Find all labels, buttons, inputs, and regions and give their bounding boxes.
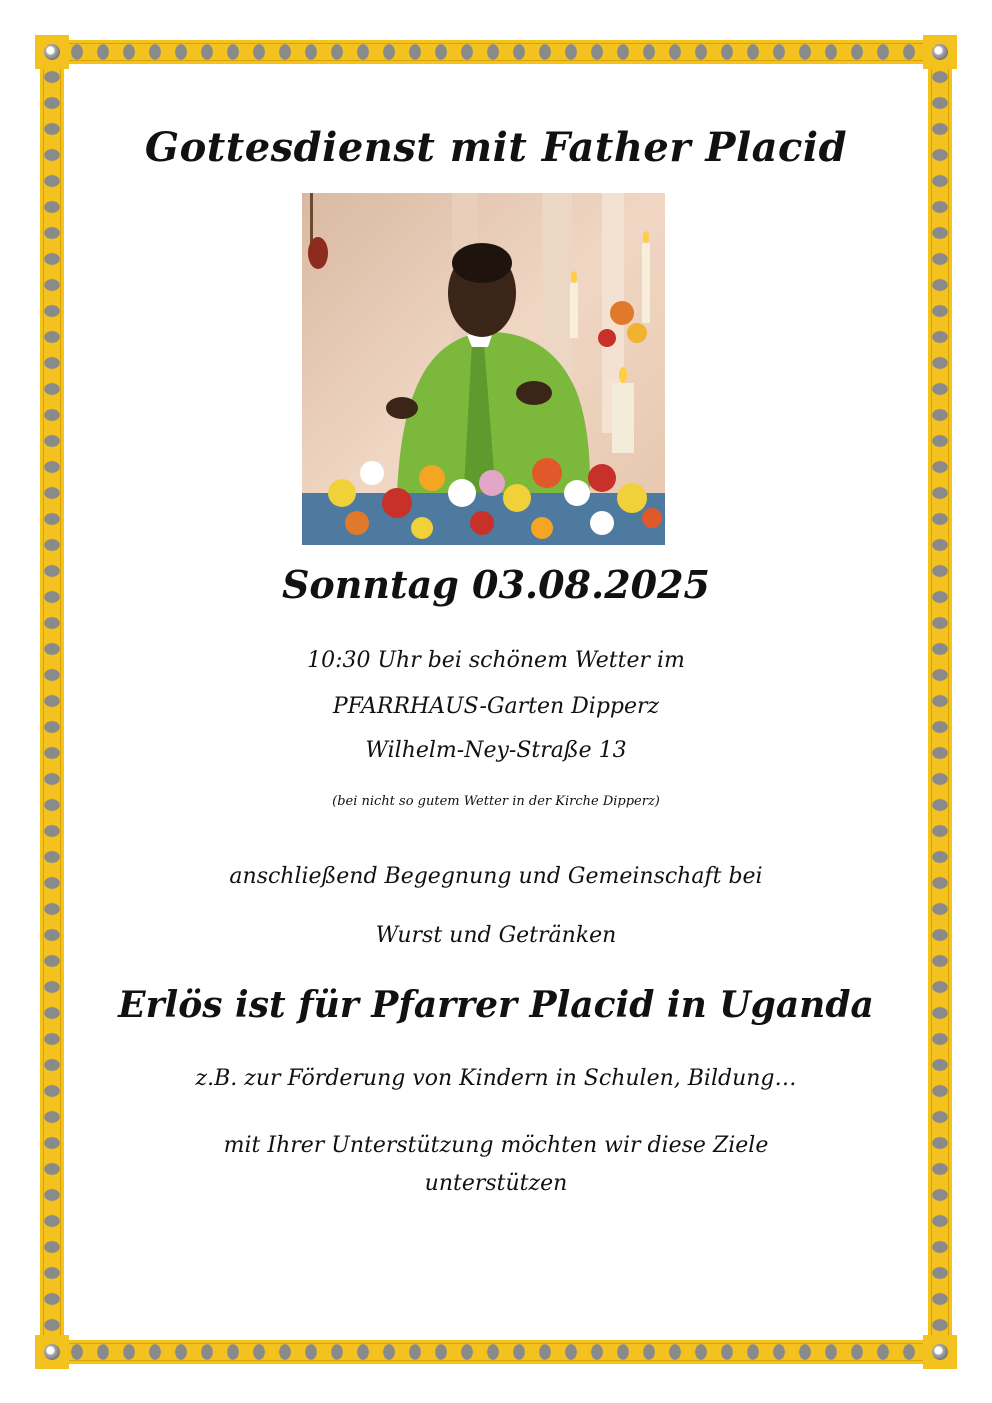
corner-ornament-icon	[923, 1335, 957, 1369]
corner-ornament-icon	[923, 35, 957, 69]
corner-ornament-icon	[35, 35, 69, 69]
purpose-text: z.B. zur Förderung von Kindern in Schulen, Bildung…	[195, 1066, 797, 1091]
afterwards-line-1: anschließend Begegnung und Gemeinschaft bei	[229, 864, 763, 889]
bad-weather-note: (bei nicht so gutem Wetter in der Kirche Dipperz)	[332, 794, 660, 809]
page-title: Gottesdienst mit Father Placid	[144, 124, 848, 171]
corner-ornament-icon	[35, 1335, 69, 1369]
proceeds-heading: Erlös ist für Pfarrer Placid in Uganda	[118, 984, 874, 1026]
event-street: Wilhelm-Ney-Straße 13	[365, 738, 627, 763]
afterwards-line-2: Wurst und Getränken	[375, 923, 617, 948]
event-time: 10:30 Uhr bei schönem Wetter im	[307, 648, 685, 673]
support-line-1: mit Ihrer Unterstützung möchten wir diese Ziele	[223, 1133, 769, 1158]
event-date: Sonntag 03.08.2025	[281, 562, 710, 607]
border-bottom	[64, 1340, 928, 1364]
priest-photo	[302, 193, 665, 545]
event-place: PFARRHAUS-Garten Dipperz	[332, 694, 660, 719]
support-line-2: unterstützen	[424, 1171, 568, 1196]
border-top	[64, 40, 928, 64]
